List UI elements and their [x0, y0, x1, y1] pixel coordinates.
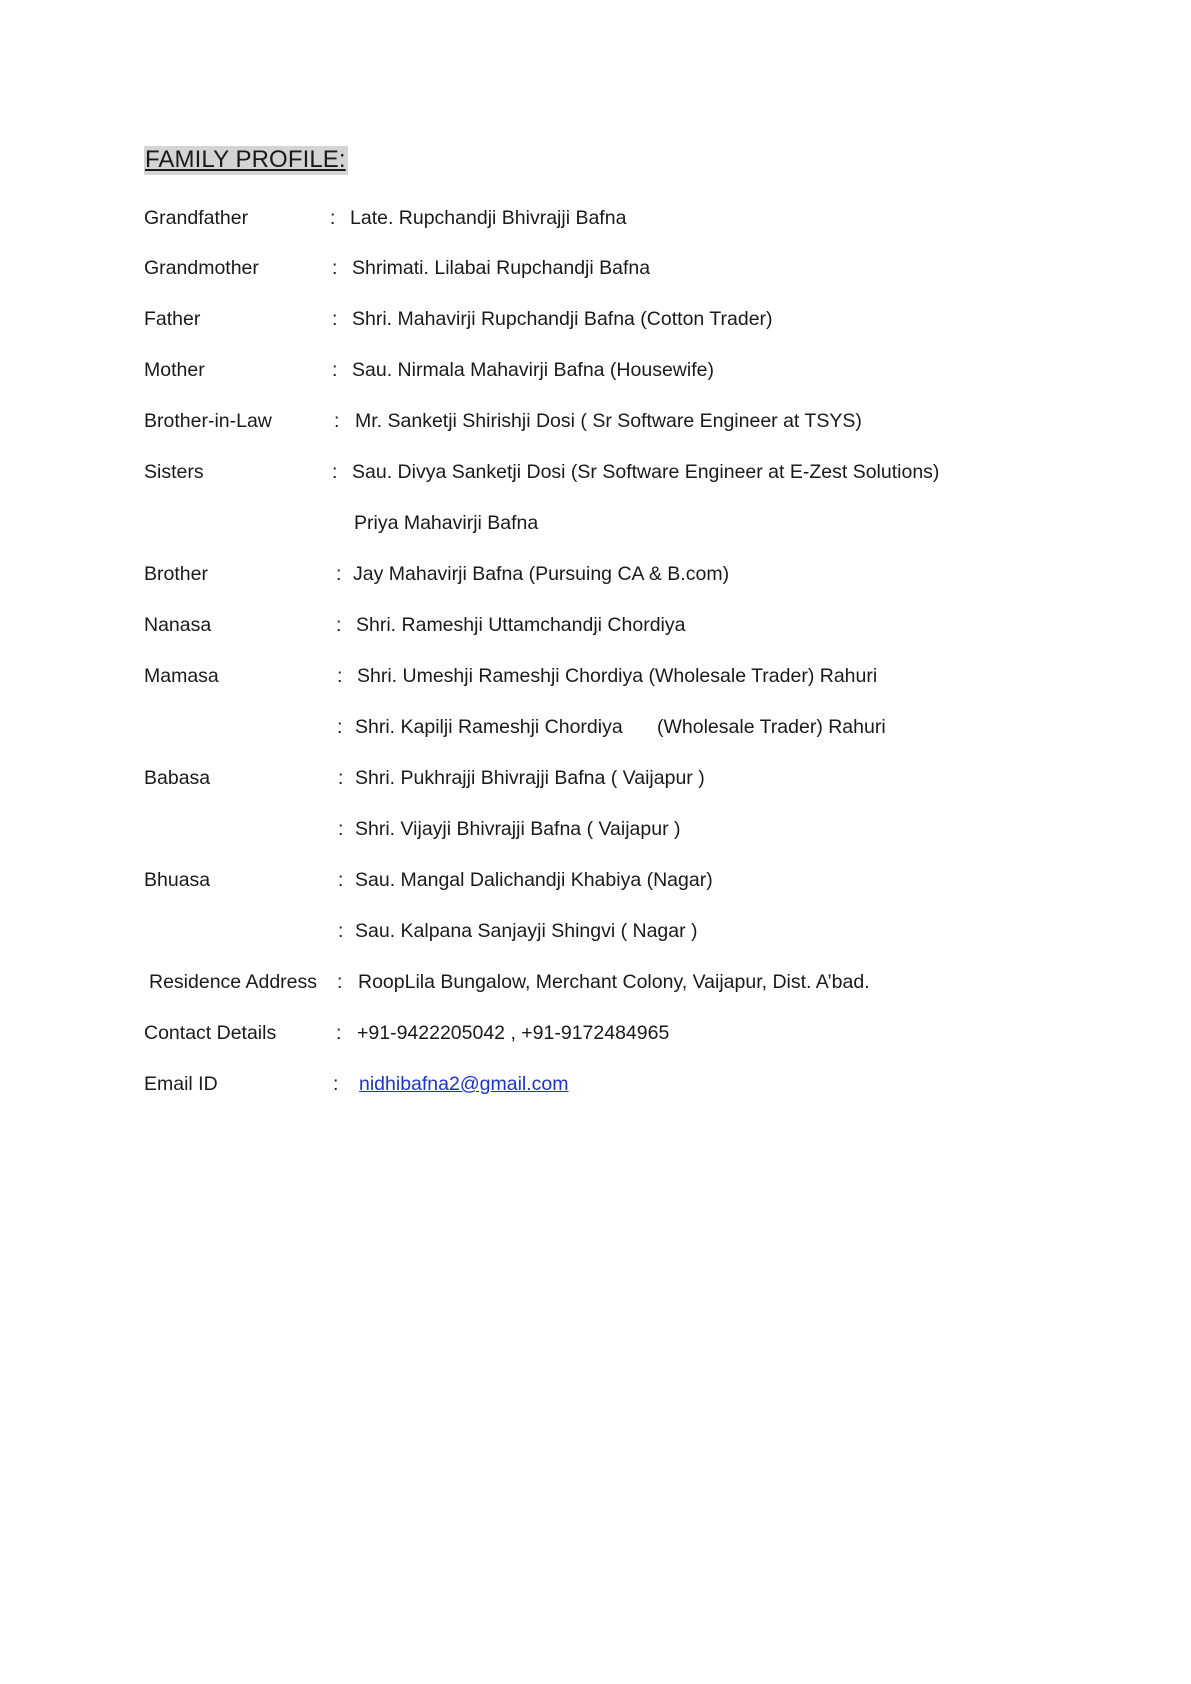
- separator-colon: :: [337, 971, 343, 993]
- separator-colon: :: [338, 920, 344, 942]
- email-link[interactable]: nidhibafna2@gmail.com: [359, 1073, 569, 1095]
- separator-colon: :: [337, 665, 343, 687]
- row-sisters-continued: [0, 509, 1191, 537]
- label-babasa: Babasa: [144, 767, 211, 789]
- separator-colon: :: [330, 207, 336, 229]
- separator-colon: :: [336, 1022, 342, 1044]
- row-mamasa: [0, 662, 1191, 690]
- separator-colon: :: [338, 767, 344, 789]
- row-contact-details: [0, 1019, 1191, 1047]
- label-grandfather: Grandfather: [144, 207, 249, 229]
- label-contact-details: Contact Details: [144, 1022, 277, 1044]
- value-mamasa-second-occupation: (Wholesale Trader) Rahuri: [657, 716, 886, 738]
- value-bhuasa: Sau. Mangal Dalichandji Khabiya (Nagar): [355, 869, 713, 891]
- value-mamasa: Shri. Umeshji Rameshji Chordiya (Wholesale Trader) Rahuri: [357, 665, 878, 687]
- separator-colon: :: [336, 614, 342, 636]
- value-brother-in-law: Mr. Sanketji Shirishji Dosi ( Sr Software Engineer at TSYS): [355, 410, 862, 432]
- row-brother-in-law: [0, 407, 1191, 435]
- row-sisters: [0, 458, 1191, 486]
- value-sisters-second: Priya Mahavirji Bafna: [354, 512, 539, 534]
- value-brother: Jay Mahavirji Bafna (Pursuing CA & B.com): [353, 563, 730, 585]
- separator-colon: :: [336, 563, 342, 585]
- label-brother: Brother: [144, 563, 208, 585]
- row-babasa: [0, 764, 1191, 792]
- row-email: [0, 1070, 1191, 1098]
- row-grandfather: [0, 204, 1191, 232]
- separator-colon: :: [338, 818, 344, 840]
- row-residence-address: [0, 968, 1191, 996]
- row-brother: [0, 560, 1191, 588]
- separator-colon: :: [332, 308, 338, 330]
- row-babasa-continued: [0, 815, 1191, 843]
- label-grandmother: Grandmother: [144, 257, 259, 279]
- label-residence-address: Residence Address: [149, 971, 318, 993]
- row-grandmother: [0, 254, 1191, 282]
- label-father: Father: [144, 308, 201, 330]
- value-mother: Sau. Nirmala Mahavirji Bafna (Housewife): [352, 359, 714, 381]
- value-babasa-second: Shri. Vijayji Bhivrajji Bafna ( Vaijapur ): [355, 818, 681, 840]
- value-residence-address: RoopLila Bungalow, Merchant Colony, Vaijapur, Dist. A’bad.: [358, 971, 870, 993]
- value-sisters: Sau. Divya Sanketji Dosi (Sr Software Engineer at E-Zest Solutions): [352, 461, 940, 483]
- row-mamasa-continued: [0, 713, 1191, 741]
- label-mother: Mother: [144, 359, 205, 381]
- separator-colon: :: [334, 410, 340, 432]
- label-mamasa: Mamasa: [144, 665, 219, 687]
- value-grandfather: Late. Rupchandji Bhivrajji Bafna: [350, 207, 627, 229]
- separator-colon: :: [332, 461, 338, 483]
- value-father: Shri. Mahavirji Rupchandji Bafna (Cotton Trader): [352, 308, 773, 330]
- value-contact-details: +91-9422205042 , +91-9172484965: [357, 1022, 670, 1044]
- row-bhuasa-continued: [0, 917, 1191, 945]
- value-mamasa-second: Shri. Kapilji Rameshji Chordiya: [355, 716, 623, 738]
- row-bhuasa: [0, 866, 1191, 894]
- separator-colon: :: [337, 716, 343, 738]
- separator-colon: :: [338, 869, 344, 891]
- label-email: Email ID: [144, 1073, 218, 1095]
- label-sisters: Sisters: [144, 461, 204, 483]
- separator-colon: :: [333, 1073, 339, 1095]
- separator-colon: :: [332, 359, 338, 381]
- value-babasa: Shri. Pukhrajji Bhivrajji Bafna ( Vaijapur ): [355, 767, 705, 789]
- row-father: [0, 305, 1191, 333]
- value-grandmother: Shrimati. Lilabai Rupchandji Bafna: [352, 257, 651, 279]
- value-nanasa: Shri. Rameshji Uttamchandji Chordiya: [356, 614, 686, 636]
- row-mother: [0, 356, 1191, 384]
- label-nanasa: Nanasa: [144, 614, 212, 636]
- page-title: FAMILY PROFILE:: [145, 146, 346, 173]
- label-bhuasa: Bhuasa: [144, 869, 211, 891]
- row-nanasa: [0, 611, 1191, 639]
- label-brother-in-law: Brother-in-Law: [144, 410, 272, 432]
- separator-colon: :: [332, 257, 338, 279]
- value-bhuasa-second: Sau. Kalpana Sanjayji Shingvi ( Nagar ): [355, 920, 698, 942]
